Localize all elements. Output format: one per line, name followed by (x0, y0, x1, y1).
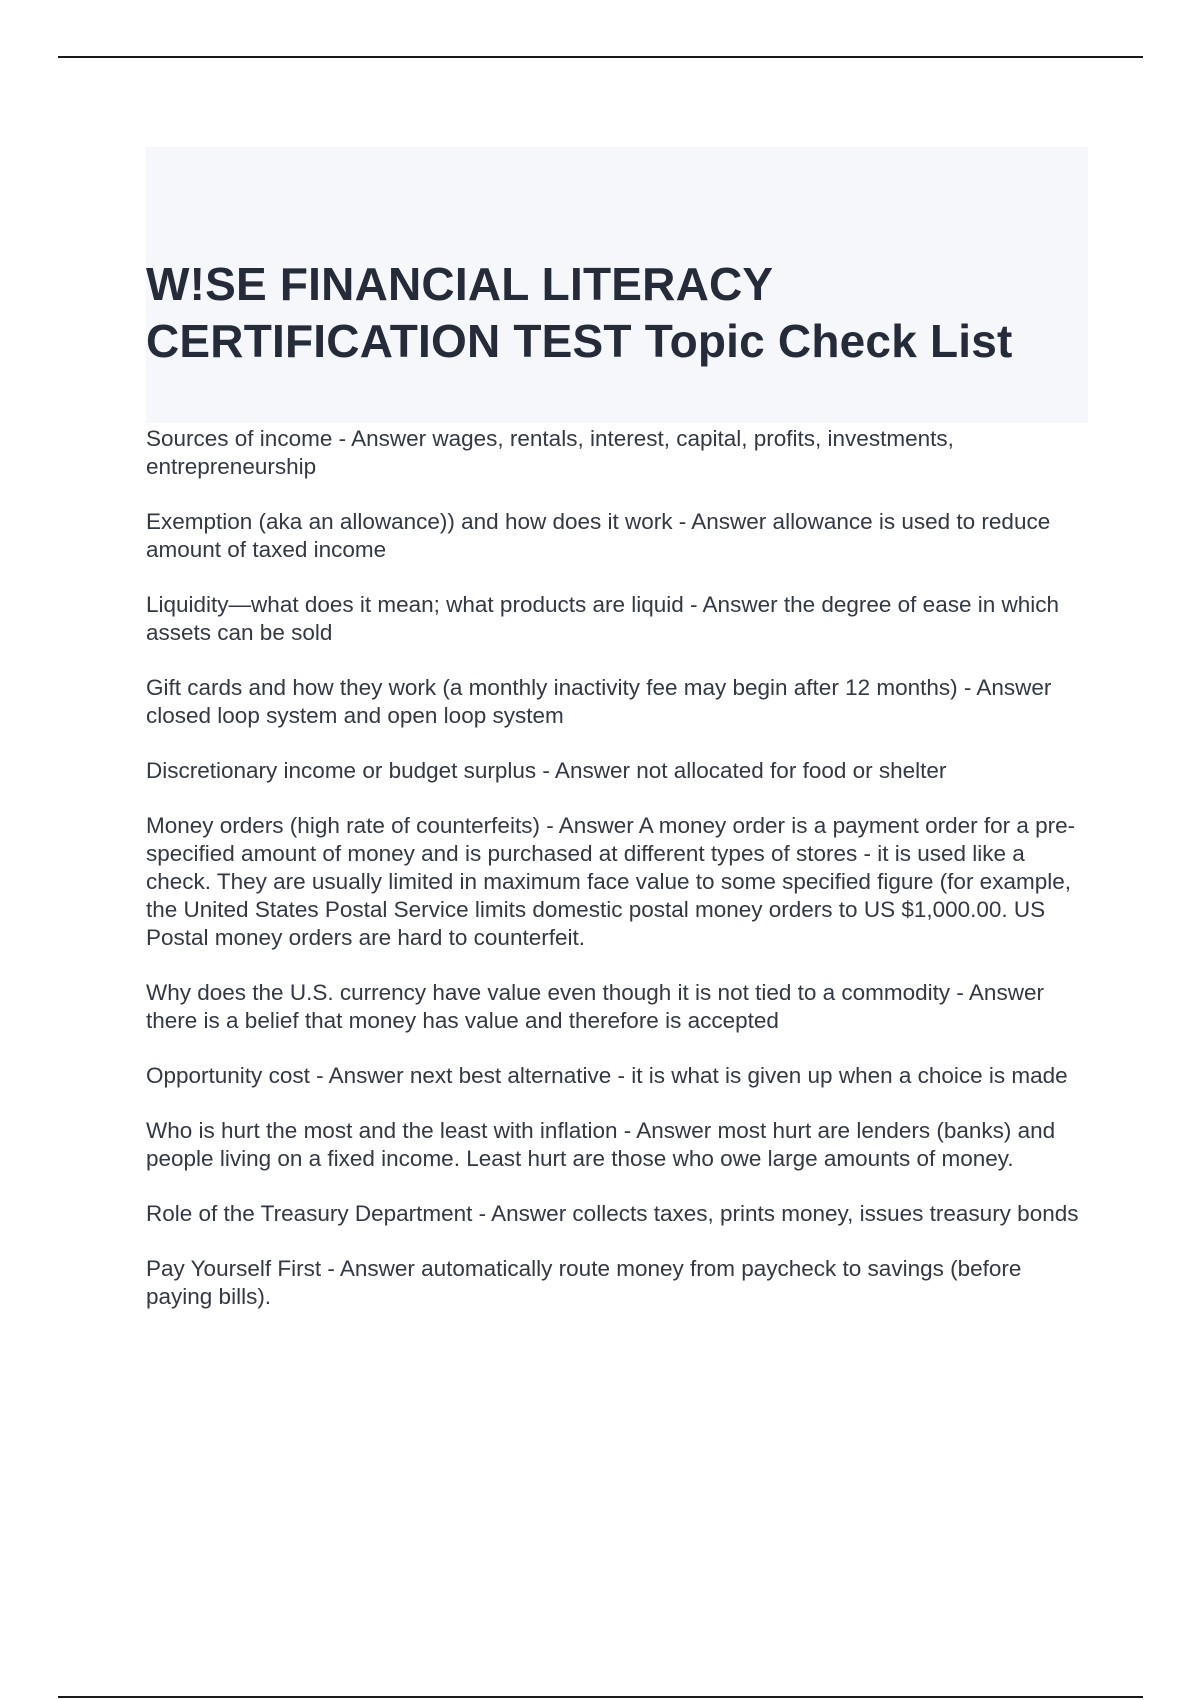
bottom-rule (58, 1696, 1143, 1698)
document-title: W!SE FINANCIAL LITERACY CERTIFICATION TEST Topic Check List (146, 258, 1013, 367)
qa-item: Role of the Treasury Department - Answer collects taxes, prints money, issues treasury bonds (146, 1201, 1079, 1226)
qa-list (146, 425, 1091, 1338)
qa-item: Exemption (aka an allowance)) and how does it work - Answer allowance is used to reduce amount of taxed income (146, 509, 1051, 562)
qa-item: Liquidity—what does it mean; what products are liquid - Answer the degree of ease in which assets can be sold (146, 592, 1060, 645)
qa-item: Why does the U.S. currency have value even though it is not tied to a commodity - Answer there is a belief that money has value and therefore is accepted (146, 980, 1044, 1033)
qa-item: Money orders (high rate of counterfeits) - Answer A money order is a payment order for a pre-specified amount of money and is purchased at different types of stores - it is used like a check. They are usually limited in maximum face value to some specified figure (for example, the United States Postal Service limits domestic postal money orders to US $1,000.00. US Postal money orders are hard to counterfeit. (146, 813, 1076, 950)
qa-item: Discretionary income or budget surplus - Answer not allocated for food or shelter (146, 758, 947, 783)
qa-item: Sources of income - Answer wages, rentals, interest, capital, profits, investments, entrepreneurship (146, 426, 954, 479)
qa-item: Pay Yourself First - Answer automatically route money from paycheck to savings (before paying bills). (146, 1256, 1022, 1309)
qa-item: Who is hurt the most and the least with inflation - Answer most hurt are lenders (banks) and people living on a fixed income. Least hurt are those who owe large amounts of money. (146, 1118, 1056, 1171)
qa-item: Opportunity cost - Answer next best alternative - it is what is given up when a choice is made (146, 1063, 1068, 1088)
top-rule (58, 56, 1143, 58)
qa-item: Gift cards and how they work (a monthly inactivity fee may begin after 12 months) - Answer closed loop system and open loop system (146, 675, 1052, 728)
